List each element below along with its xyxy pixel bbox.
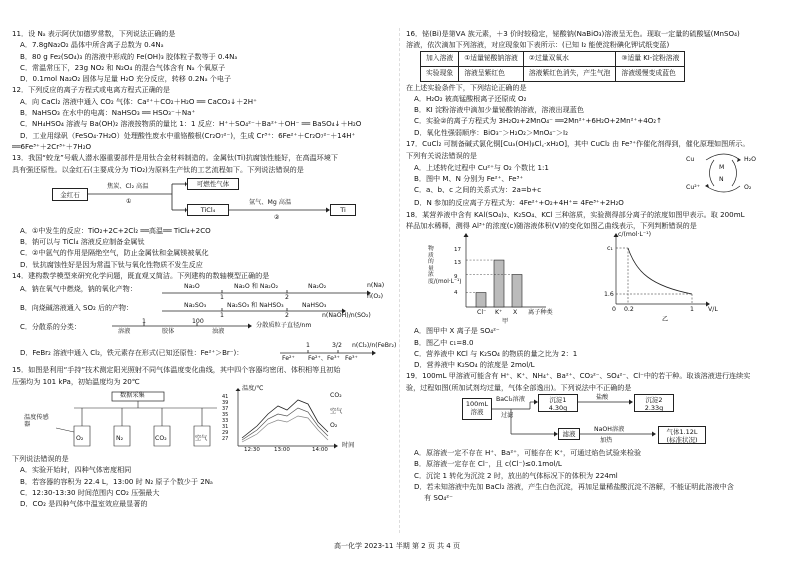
q11-stem: 11．设 Nₐ 表示阿伏加德罗常数，下列说法正确的是 bbox=[12, 29, 176, 38]
q14-d-label: n(Cl₂)/n(FeBr₂) bbox=[352, 342, 397, 350]
q17-text bbox=[406, 150, 676, 195]
flow-gas: 可燃性气体 bbox=[187, 178, 239, 190]
q15-collector: 数据采集 bbox=[120, 391, 145, 399]
q18-yi-ytop: c₁ bbox=[607, 245, 613, 253]
q15-bottle-co2: CO₂ bbox=[155, 434, 167, 442]
q15-ytick-7: 29 bbox=[222, 429, 229, 436]
q12-option-c: C．NH₄HSO₄ 溶液与 Ba(OH)₂ 溶液按物质的量比 1：1 反应：H⁺＋SO₄²⁻＋Ba²⁺＋OH⁻ ══ BaSO₄↓＋H₂O bbox=[20, 119, 362, 129]
q15-curve-air: 空气 bbox=[330, 407, 343, 415]
q13-stem-1: 13．我国“蛟龙”号载人潜水器重要部件是用钛合金材料制造的。金属钛(Ti)抗腐蚀性能好，在高温环境下 bbox=[12, 153, 338, 163]
q14-b-seg-1: Na₂SO₃ bbox=[184, 302, 207, 310]
q19-filtrate: 滤液 bbox=[558, 428, 580, 440]
q19-option-d: D．若未知溶液中先加 BaCl₂ 溶液，产生白色沉淀，再加足量稀盐酸沉淀不溶解，不能证明此溶液中含 bbox=[414, 481, 734, 491]
table-cell: 溶液缓慢变成蓝色 bbox=[616, 66, 685, 81]
q18-yi-xtick-1: 0 bbox=[612, 306, 616, 314]
q12-option-b: B．NaHSO₃ 在水中的电离：NaHSO₃ ══ HSO₃⁻＋Na⁺ bbox=[20, 108, 196, 118]
q14-a-axis bbox=[12, 282, 394, 300]
q18-jia-xlabel: 离子种类 bbox=[528, 309, 553, 317]
q18-jia-cat-2: K⁺ bbox=[495, 309, 503, 317]
q11-option-b: B．80 g Fe₂(SO₄)₃ 的溶液中形成的 Fe(OH)₃ 胶体粒子数等于 0.4Nₐ bbox=[20, 51, 238, 61]
q15-sensor: 温度传感器 bbox=[24, 413, 49, 428]
flow-reagents-1: 焦炭、Cl₂ 高温 bbox=[107, 182, 149, 190]
q18-yi-ybot: 1.6 bbox=[604, 291, 614, 299]
q18-jia-ylabel: 物质的量浓度/(mol·L⁻¹) bbox=[428, 246, 462, 285]
q15-ytick-4: 35 bbox=[222, 411, 229, 418]
q19-ppt-1: 沉淀1 4.30g bbox=[538, 394, 578, 412]
table-cell: 加入溶液 bbox=[421, 51, 459, 66]
svg-text:②: ② bbox=[274, 213, 280, 221]
q15-option-d: D．CO₂ 是四种气体中温室效应最显著的 bbox=[20, 499, 148, 509]
q13-option-b: B．钠可以与 TiCl₄ 溶液反应制备金属钛 bbox=[20, 237, 145, 247]
q18-option-d: D．营养液中 K₂SO₄ 的浓度是 2mol/L bbox=[414, 360, 535, 370]
q18-charts bbox=[406, 232, 784, 324]
jia-y-arrow bbox=[464, 233, 469, 237]
q11-option-a: A．7.8gNa₂O₂ 晶体中所含离子总数为 0.4Nₐ bbox=[20, 40, 164, 50]
q14-c-seg-3: 浊液 bbox=[212, 328, 225, 336]
table-row bbox=[421, 51, 685, 66]
svg-text:①: ① bbox=[126, 197, 132, 205]
q18-option-a: A．图甲中 X 离子是 SO₄²⁻ bbox=[414, 326, 500, 336]
flow-ti: Ti bbox=[330, 204, 356, 216]
q15-ytick-1: 41 bbox=[222, 393, 229, 400]
q19-reagent-1: BaCl₂溶液 bbox=[496, 396, 525, 404]
q15-bottle-o2: O₂ bbox=[76, 434, 84, 442]
table-cell: 溶液紫红色消失，产生气泡 bbox=[523, 66, 616, 81]
left-column bbox=[12, 28, 397, 509]
q17-body bbox=[406, 150, 784, 196]
q18-jia-ytick-4: 4 bbox=[454, 290, 458, 297]
q14-a-label-top: n(Na) bbox=[367, 282, 385, 290]
table-cell: ③适量 KI-淀粉溶液 bbox=[616, 51, 685, 66]
q15-stem-3: 下列说法错误的是 bbox=[12, 453, 69, 463]
q15-bottle-n2: N₂ bbox=[116, 434, 124, 442]
q18-jia-ytick-3: 9 bbox=[454, 274, 458, 281]
q17-option-a: A．上述转化过程中 Cu²⁺与 O₂ 个数比 1:1 bbox=[414, 162, 549, 172]
q15-curve-o2: O₂ bbox=[330, 421, 338, 429]
q17-cycle-o2: O₂ bbox=[744, 184, 752, 192]
flow-reagents-2: 氩气、Mg 高温 bbox=[249, 198, 292, 206]
table-cell: ①适量铋酸钠溶液 bbox=[459, 51, 524, 66]
q15-option-c: C．12:30-13:30 时间范围内 CO₂ 压强最大 bbox=[20, 487, 160, 497]
q14-stem: 14．建构数学模型来研究化学问题，既直观又简洁。下列建构的数轴模型正确的是 bbox=[12, 271, 270, 281]
q14-option-a: A．钠在氧气中燃烧，钠的氧化产物： bbox=[20, 285, 137, 294]
q19-heat: 加热 bbox=[600, 437, 613, 445]
q13-stem-2: 具有强还原性。以金红石(主要成分为 TiO₂)为原料生产钛的工艺流程如下。下列说法错误的是 bbox=[12, 164, 304, 174]
q15-stem-1: 15．如图是利用“手持”技术测定阳光照射不同气体温度变化曲线，其中四个容器均密闭、体积相等且初始 bbox=[12, 365, 341, 375]
q19-stem-1: 19．100mL 甲溶液可能含有 H⁺、K⁺、NH₄⁺、Ba²⁺、CO₃²⁻、SO₄²⁻、Cl⁻中的若干种。取该溶液进行连续实 bbox=[406, 371, 751, 381]
q18-yi-xlabel: V/L bbox=[708, 306, 718, 314]
q15-ytick-8: 27 bbox=[222, 435, 229, 442]
q15-stem-2: 压强均为 101 kPa，初始温度均为 20℃ bbox=[12, 376, 140, 386]
q17-cycle-cu2: Cu²⁺ bbox=[686, 184, 700, 192]
q13-flowchart bbox=[12, 176, 394, 224]
q12-stem: 12．下列反应的离子方程式或电离方程式正确的是 bbox=[12, 85, 170, 95]
q19-option-b: B．原溶液一定存在 Cl⁻，且 c(Cl⁻)≤0.1mol/L bbox=[414, 459, 562, 469]
q14-a-seg-2: Na₂O 和 Na₂O₂ bbox=[234, 283, 279, 291]
q15-bottle-air: 空气 bbox=[195, 434, 208, 442]
q15-option-a: A．实验开始时，四种气体密度相同 bbox=[20, 465, 132, 475]
q15-ytick-6: 31 bbox=[222, 423, 229, 430]
q18-stem-2: 样品加水稀释，测得 Al³⁺的浓度(c)随溶液体积(V)的变化如图乙曲线表示，下列判断错误的是 bbox=[406, 220, 697, 230]
q13-option-c: C．②中氩气的作用是隔绝空气，防止金属钛和金属镁被氧化 bbox=[20, 248, 209, 258]
q19-naoh: NaOH溶液 bbox=[594, 426, 625, 434]
q14-a-seg-3: Na₂O₂ bbox=[308, 283, 327, 291]
q17-cycle-h2o: H₂O bbox=[744, 156, 757, 164]
q14-a-seg-1: Na₂O bbox=[184, 283, 200, 291]
q14-b-row bbox=[12, 301, 394, 319]
q15-figure bbox=[12, 384, 394, 453]
q15-xlabel: 时间 bbox=[342, 441, 355, 449]
q17-option-d: D．N 参加的反应离子方程式为：4Fe²⁺+O₂+4H⁺= 4Fe³⁺+2H₂O bbox=[414, 198, 624, 208]
q14-a-row bbox=[12, 282, 394, 300]
flow-arrows bbox=[12, 176, 394, 224]
q14-d-row bbox=[12, 339, 397, 363]
q15-xtick-3: 14:00 bbox=[312, 446, 328, 453]
q18-jia-caption: 甲 bbox=[502, 318, 509, 326]
q17-option-b: B．图中 M、N 分别为 Fe²⁺、Fe³⁺ bbox=[414, 173, 524, 183]
q14-option-c: C．分散系的分类： bbox=[20, 323, 81, 332]
q17-stem-2: 下列有关说法错误的是 bbox=[406, 151, 477, 161]
q16-option-a: A．H₂O₂ 被高锰酸根离子还原成 O₂ bbox=[414, 93, 527, 103]
q15-ylabel: 温度/℃ bbox=[242, 384, 264, 392]
q18-yi-ylabel: c/(mol·L⁻¹) bbox=[618, 231, 652, 239]
q19-ppt-2: 沉淀2 2.33g bbox=[634, 394, 674, 412]
q15-ytick-3: 37 bbox=[222, 405, 229, 412]
q14-a-tick-2: 2 bbox=[285, 294, 289, 302]
q14-a-label-bot: n(O₂) bbox=[367, 293, 384, 301]
q19-filter: 过滤 bbox=[501, 412, 514, 420]
q16-table bbox=[420, 51, 685, 82]
q18-stem-1: 18．某营养液中含有 KAl(SO₄)₂、K₂SO₄、KCl 三种溶质，实验测得部分离子的浓度如图甲表示。取 200mL bbox=[406, 209, 745, 219]
q16-stem-1: 16．铋(Bi)是第ⅤA 族元素，＋3 价时较稳定，铋酸钠(NaBiO₃)溶液呈无色。现取一定量的硫酸锰(MnSO₄) bbox=[406, 29, 740, 38]
bar-1 bbox=[476, 293, 486, 307]
q19-gas: 气体1.12L (标准状况) bbox=[658, 426, 706, 444]
q14-a-tick-1: 1 bbox=[220, 294, 224, 302]
q14-b-label: n(NaOH)/n(SO₂) bbox=[322, 312, 371, 320]
q16-stem-3: 在上述实验条件下，下列结论正确的是 bbox=[406, 82, 527, 92]
q12-option-d-cont: ══6Fe³⁺＋2Cr³⁺＋7H₂O bbox=[12, 141, 92, 151]
q19-flowchart bbox=[406, 394, 784, 446]
table-cell: 实验现象 bbox=[421, 66, 459, 81]
q15-xtick-1: 12:30 bbox=[244, 446, 260, 453]
q14-b-tick-1: 1 bbox=[220, 312, 224, 320]
q15-option-b: B．若容器的容积为 22.4 L，13:00 时 N₂ 原子个数少于 2Nₐ bbox=[20, 476, 213, 486]
q15-curve-co2: CO₂ bbox=[330, 391, 342, 399]
right-column bbox=[406, 28, 784, 504]
bar-3 bbox=[512, 275, 522, 308]
q18-jia-cat-3: X bbox=[513, 309, 518, 317]
q19-solution: 100mL 溶液 bbox=[462, 398, 492, 420]
q14-option-d: D．FeBr₂ 溶液中通入 Cl₂，铁元素存在形式(已知还原性：Fe²⁺＞Br⁻)： bbox=[20, 349, 244, 358]
q14-d-seg-2: Fe²⁺、Fe³⁺ bbox=[308, 355, 340, 363]
q11-option-c: C．常温常压下，23g NO₂ 和 N₂O₄ 的混合气体含有 Nₐ 个氧原子 bbox=[20, 62, 226, 72]
q19-option-d-cont: 有 SO₄²⁻ bbox=[424, 493, 453, 503]
q12-option-a: A．向 CaCl₂ 溶液中通入 CO₂ 气体：Ca²⁺＋CO₂＋H₂O ══ CaCO₃↓＋2H⁺ bbox=[20, 96, 257, 106]
q17-cycle-n: N bbox=[719, 176, 724, 184]
bar-2 bbox=[494, 260, 504, 307]
q14-d-tick-1: 1 bbox=[306, 342, 310, 350]
flow-ticl4: TiCl₄ bbox=[187, 204, 229, 216]
q15-xtick-2: 13:00 bbox=[274, 446, 290, 453]
q19-option-a: A．原溶液一定不存在 H⁺、Ba²⁺，可能存在 K⁺，可通过焰色试验来检验 bbox=[414, 448, 642, 458]
q17-cycle-cu: Cu bbox=[686, 156, 695, 164]
q17-cycle-m: M bbox=[719, 164, 725, 172]
q14-b-seg-3: NaHSO₃ bbox=[302, 302, 327, 310]
column-divider bbox=[399, 28, 400, 533]
q19-stem-2: 验，过程如图(所加试剂均过量，气体全部逸出)。下列说法中不正确的是 bbox=[406, 382, 632, 392]
q18-yi-xtick-2: 0.2 bbox=[624, 306, 634, 314]
table-row bbox=[421, 66, 685, 81]
q19-acid: 盐酸 bbox=[596, 394, 609, 402]
q14-b-seg-2: Na₂SO₃ 和 NaHSO₃ bbox=[227, 302, 284, 310]
q14-c-tick-2: 100 bbox=[192, 318, 204, 326]
q12-option-d: D．工业用绿矾（FeSO₄·7H₂O）处理酸性废水中重铬酸根(Cr₂O₇²⁻)，生成 Cr³⁺：6Fe²⁺＋Cr₂O₇²⁻＋14H⁺ bbox=[20, 130, 356, 140]
q19-option-c: C．沉淀 1 转化为沉淀 2 时，放出的气体标况下的体积为 224ml bbox=[414, 470, 618, 480]
q18-yi-xtick-3: 1 bbox=[690, 306, 694, 314]
q13-option-d: D．钛抗腐蚀性好是因为常温下钛与氧化性物质不发生反应 bbox=[20, 259, 203, 269]
q16-stem-2: 溶液，依次滴加下列溶液，对应现象如下表所示：(已知 I₂ 能使淀粉碘化钾试纸变蓝) bbox=[406, 40, 670, 50]
table-cell: ②过量双氧水 bbox=[523, 51, 616, 66]
page-footer: 高一化学 2023-11 半期 第 2 页 共 4 页 bbox=[334, 542, 460, 550]
q14-c-row bbox=[12, 320, 394, 338]
table-cell: 溶液呈紫红色 bbox=[459, 66, 524, 81]
q18-jia-ytick-1: 17 bbox=[454, 247, 461, 254]
q14-option-b: B．向烧碱溶液通入 SO₂ 后的产物： bbox=[20, 304, 134, 313]
q17-option-c: C．a、b、c 之间的关系式为：2a=b+c bbox=[414, 185, 542, 195]
q14-c-seg-1: 溶液 bbox=[118, 328, 131, 336]
q18-jia-cat-1: Cl⁻ bbox=[477, 309, 487, 317]
q16-option-b: B．KI 淀粉溶液中滴加少量铋酸钠溶液，溶液出现蓝色 bbox=[414, 105, 584, 115]
q14-d-tick-2: 3/2 bbox=[332, 342, 342, 350]
q18-option-c: C．营养液中 KCl 与 K₂SO₄ 的物质的量之比为 2：1 bbox=[414, 348, 578, 358]
q18-yi-caption: 乙 bbox=[662, 316, 669, 324]
q16-option-c: C．实验②的离子方程式为 3H₂O₂+2MnO₄⁻ ══2Mn²⁺+6H₂O+2Mn²⁺+4O₂↑ bbox=[414, 116, 663, 126]
q16-option-d: D．氧化性强弱顺序：BiO₃⁻＞H₂O₂＞MnO₄⁻＞I₂ bbox=[414, 127, 568, 137]
q18-option-b: B．图乙中 c₁=8.0 bbox=[414, 337, 474, 347]
q17-stem-1: 17．CuCl₂ 可制备碱式氯化铜[Cuₐ(OH)ᵦCl꜀·xH₂O]，其中 CuCl₂ 由 Fe³⁺作催化剂得到，催化原理如图所示。 bbox=[406, 139, 750, 149]
flow-ore: 金红石 bbox=[52, 188, 88, 201]
q14-d-seg-3: Fe³⁺ bbox=[345, 355, 358, 363]
q14-c-seg-2: 胶体 bbox=[162, 328, 175, 336]
q13-option-a: A．①中发生的反应：TiO₂+2C+2Cl₂ ══高温══ TiCl₄+2CO bbox=[20, 225, 211, 235]
q15-ytick-2: 39 bbox=[222, 399, 229, 406]
q18-jia-ytick-2: 13 bbox=[454, 260, 461, 267]
q14-c-label: 分散质粒子直径/nm bbox=[256, 322, 312, 330]
q11-option-d: D．0.1mol Na₂O₂ 固体与足量 H₂O 充分反应，转移 0.2Nₐ 个电子 bbox=[20, 74, 232, 84]
q14-d-seg-1: Fe²⁺ bbox=[282, 355, 295, 363]
q14-c-tick-1: 1 bbox=[142, 318, 146, 326]
q15-ytick-5: 33 bbox=[222, 417, 229, 424]
q14-b-tick-2: 2 bbox=[285, 312, 289, 320]
